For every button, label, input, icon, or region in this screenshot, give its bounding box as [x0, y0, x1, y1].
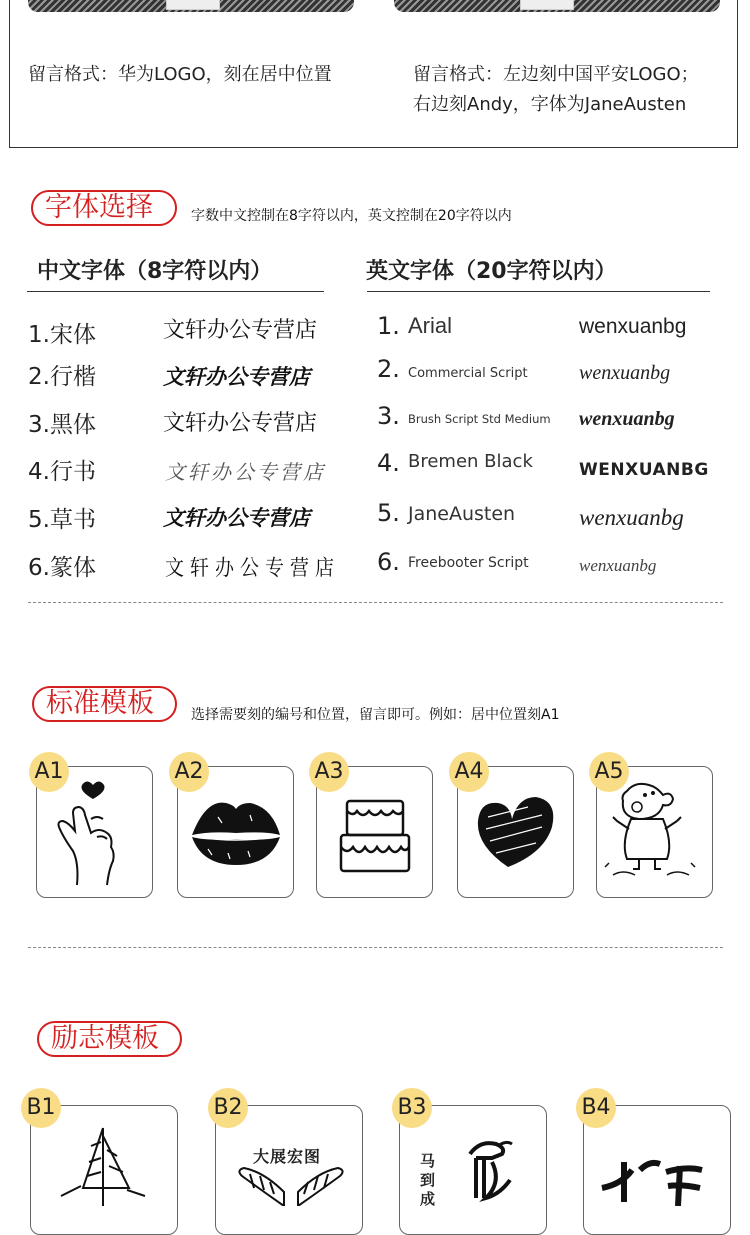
wings-icon [216, 1162, 362, 1206]
b3-motto-text: 马到成 [420, 1152, 436, 1208]
en-header-rule [367, 291, 710, 292]
cn-font-label-6: 6.篆体 [28, 555, 96, 581]
section-divider-2 [28, 947, 723, 948]
font-section-title: 字体选择 [31, 190, 177, 226]
cn-header-rule [27, 291, 324, 292]
template-badge-a3: A3 [309, 752, 349, 792]
en-font-sample-1: wenxuanbg [579, 315, 687, 338]
en-font-name-5: JaneAusten [408, 503, 516, 525]
en-font-num-2: 2. [377, 355, 400, 383]
cn-font-label-5: 5.草书 [28, 507, 96, 533]
template-badge-a2: A2 [169, 752, 209, 792]
template-badge-b3: B3 [392, 1088, 432, 1128]
en-font-sample-6: wenxuanbg [579, 556, 657, 575]
template-badge-a4: A4 [449, 752, 489, 792]
en-font-sample-3: wenxuanbg [579, 408, 675, 430]
en-font-sample-4: WENXUANBG [579, 460, 709, 480]
template-badge-a5: A5 [589, 752, 629, 792]
template-badge-b2: B2 [208, 1088, 248, 1128]
en-font-num-6: 6. [377, 548, 400, 576]
motivation-section-title: 励志模板 [37, 1021, 182, 1057]
cn-font-header: 中文字体（8字符以内） [37, 259, 273, 284]
cn-font-label-2: 2.行楷 [28, 364, 96, 390]
watch-strap-image-right [394, 0, 720, 12]
cn-font-label-3: 3.黑体 [28, 412, 96, 438]
example-note-right-line2: 右边刻Andy，字体为JaneAusten [413, 94, 687, 115]
en-font-sample-5: wenxuanbg [579, 505, 684, 530]
standard-section-subtitle: 选择需要刻的编号和位置，留言即可。例如：居中位置刻A1 [191, 707, 560, 723]
cn-font-label-1: 1.宋体 [28, 322, 96, 348]
en-font-num-1: 1. [377, 312, 400, 340]
en-font-name-1: Arial [408, 313, 453, 338]
cn-font-sample-3: 文轩办公专营店 [163, 411, 318, 436]
en-font-name-2: Commercial Script [408, 366, 528, 381]
horse-calligraphy-icon [440, 1134, 540, 1204]
en-font-name-3: Brush Script Std Medium [408, 412, 551, 426]
watch-strap-image-left [28, 0, 354, 12]
standard-section-title: 标准模板 [32, 686, 177, 722]
cn-font-sample-1: 文轩办公专营店 [163, 318, 318, 343]
font-section-subtitle: 字数中文控制在8字符以内，英文控制在20字符以内 [191, 208, 512, 224]
en-font-num-5: 5. [377, 499, 400, 527]
b2-motto-text: 大展宏图 [253, 1147, 322, 1166]
example-note-right-line1: 留言格式：左边刻中国平安LOGO； [413, 64, 699, 85]
cn-font-sample-6: 文轩办公专营店 [165, 555, 341, 581]
cn-font-sample-4: 文轩办公专营店 [165, 460, 326, 484]
section-divider-1 [28, 602, 723, 603]
en-font-name-6: Freebooter Script [408, 555, 529, 571]
en-font-num-3: 3. [377, 402, 400, 430]
en-font-num-4: 4. [377, 449, 400, 477]
template-badge-b4: B4 [576, 1088, 616, 1128]
en-font-header: 英文字体（20字符以内） [366, 259, 617, 284]
en-font-sample-2: wenxuanbg [579, 362, 671, 384]
template-badge-b1: B1 [21, 1088, 61, 1128]
cn-font-sample-5: 文轩办公专营店 [163, 505, 310, 530]
example-note-left: 留言格式：华为LOGO，刻在居中位置 [28, 64, 332, 85]
template-badge-a1: A1 [29, 752, 69, 792]
en-font-name-4: Bremen Black [408, 451, 533, 472]
cn-font-label-4: 4.行书 [28, 459, 96, 485]
cn-font-sample-2: 文轩办公专营店 [163, 364, 310, 389]
